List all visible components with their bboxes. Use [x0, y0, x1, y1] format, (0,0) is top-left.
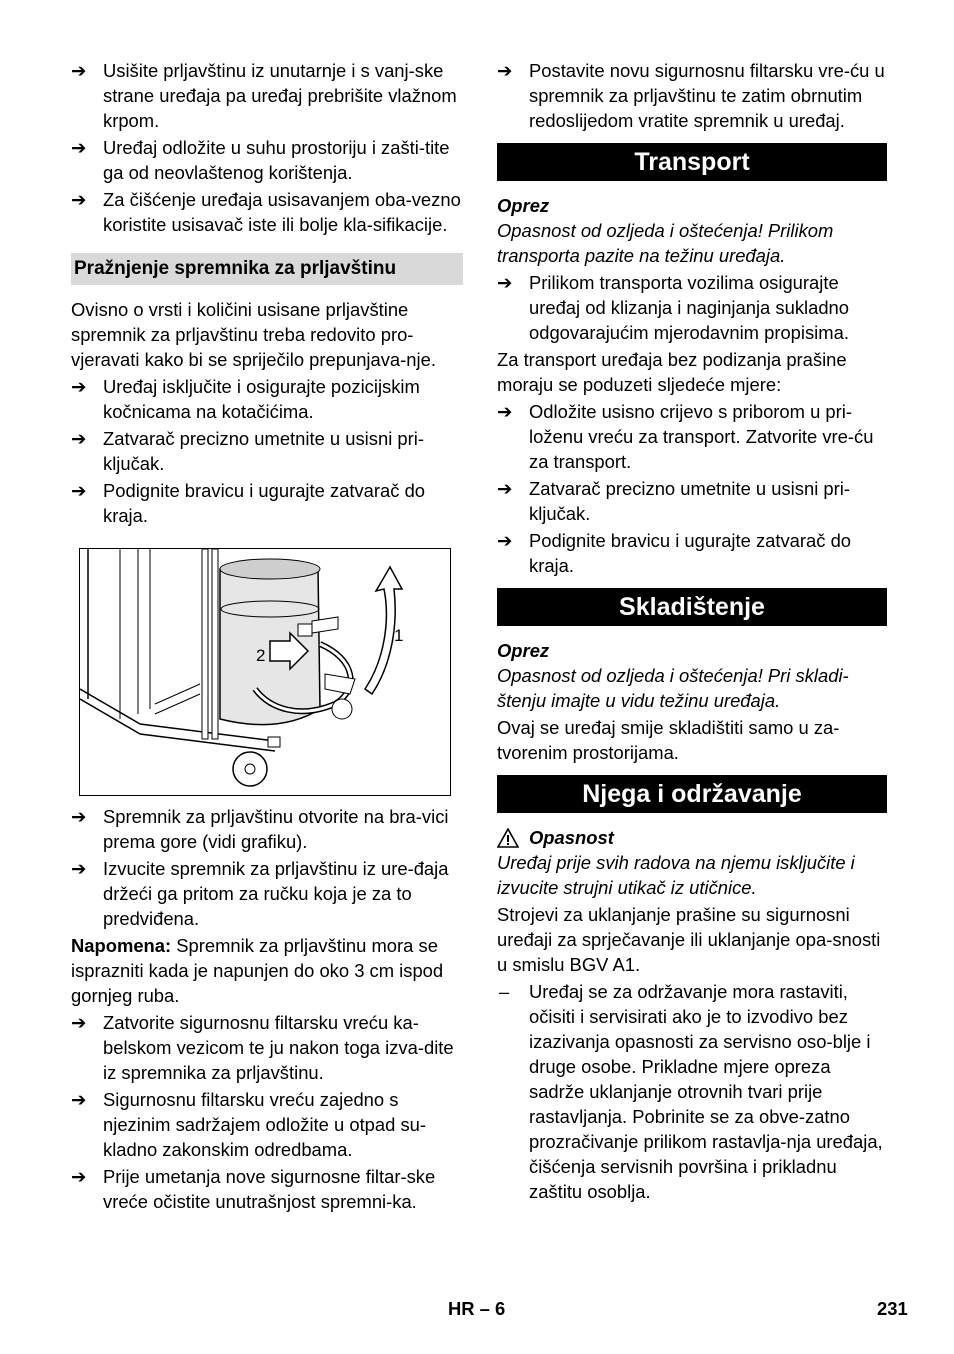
paragraph: Strojevi za uklanjanje prašine su sigurnosni uređaji za sprječavanje ili uklanjanje opa-snosti u smislu BGV A1. — [497, 904, 881, 975]
page-number: 231 — [877, 1298, 908, 1319]
note: Napomena: Spremnik za prljavštinu mora se isprazniti kada je napunjen do oko 3 cm ispod gornjeg ruba. — [71, 935, 444, 1006]
note-label: Napomena: — [71, 935, 172, 956]
figure-label-2: 2 — [256, 646, 266, 665]
list-item: ➔ Zatvarač precizno umetnite u usisni pri-ključak. — [497, 478, 850, 524]
arrow-right-icon: ➔ — [71, 1012, 87, 1033]
paragraph: Za transport uređaja bez podizanja prašine moraju se poduzeti sljedeće mjere: — [497, 349, 847, 395]
list-item: ➔ Prije umetanja nove sigurnosne filtar-ske vreće očistite unutrašnjost spremni-ka. — [71, 1166, 436, 1212]
list-item: ➔ Podignite bravicu i ugurajte zatvarač do kraja. — [71, 480, 426, 526]
arrow-right-icon: ➔ — [71, 60, 87, 81]
list-item: ➔ Sigurnosnu filtarsku vreću zajedno s njezinim sadržajem odložite u otpad su-kladno zakonskim odredbama. — [71, 1089, 427, 1160]
list-item: ➔ Za čišćenje uređaja usisavanjem oba-vezno koristite usisavač iste ili bolje kla-sifikacije. — [71, 189, 461, 235]
caution-text: Opasnost od ozljeda i oštećenja! Pri skladi-štenju imajte u vidu težinu uređaja. — [497, 665, 849, 711]
arrow-right-icon: ➔ — [71, 480, 87, 501]
arrow-right-icon: ➔ — [71, 137, 87, 158]
danger-text: Uređaj prije svih radova na njemu isključite i izvucite strujni utikač iz utičnice. — [497, 852, 855, 898]
list-item: ➔ Uređaj isključite i osigurajte pozicijskim kočnicama na kotačićima. — [71, 376, 420, 422]
device-illustration — [79, 548, 451, 796]
list-item: ➔ Izvucite spremnik za prljavštinu iz ure-đaja držeći ga pritom za ručku koja je za to predviđena. — [71, 858, 449, 929]
list-item: ➔ Prilikom transporta vozilima osigurajte uređaj od klizanja i naginjanja sukladno odgovarajućim mjerodavnim propisima. — [497, 272, 850, 343]
caution-label: Oprez — [497, 640, 550, 661]
footer-section: HR – 6 — [448, 1298, 506, 1319]
right-column — [497, 58, 887, 1206]
arrow-right-icon: ➔ — [497, 530, 513, 551]
arrow-right-icon: ➔ — [71, 376, 87, 397]
list-item: – Uređaj se za održavanje mora rastaviti, očisiti i servisirati ako je to izvodivo bez izazivanja opasnosti za servisno oso-blje i druge osobe. Prikladne mjere opreza sadrže uklanjanje otrovnih tvari prije rastavljanja. Pobrinite se za obve-zatno prozračivanje prilikom rastavlja-nja uređaja, čišćenja servisnih površina i prikladnu zaštitu osoblja. — [499, 981, 883, 1202]
list-item: ➔ Usišite prljavštinu iz unutarnje i s vanj-ske strane uređaja pa uređaj prebrišite vlažnom krpom. — [71, 60, 457, 131]
list-item: ➔ Postavite novu sigurnosnu filtarsku vre-ću u spremnik za prljavštinu te zatim obrnutim redoslijedom vratite spremnik u uređaj. — [497, 60, 885, 131]
arrow-right-icon: ➔ — [71, 1089, 87, 1110]
caution-label: Oprez — [497, 195, 550, 216]
list-item: ➔ Spremnik za prljavštinu otvorite na bra-vici prema gore (vidi grafiku). — [71, 806, 449, 852]
list-item: ➔ Zatvarač precizno umetnite u usisni pri-ključak. — [71, 428, 424, 474]
list-item: ➔ Odložite usisno crijevo s priborom u pri-loženu vreću za transport. Zatvorite vre-ću za transport. — [497, 401, 874, 472]
warning-triangle-icon — [497, 828, 519, 848]
arrow-right-icon: ➔ — [71, 1166, 87, 1187]
arrow-right-icon: ➔ — [497, 272, 513, 293]
container-removal-drawing — [80, 549, 450, 795]
list-item: ➔ Uređaj odložite u suhu prostoriju i zašti-tite ga od neovlaštenog korištenja. — [71, 137, 450, 183]
section-heading-storage: Skladištenje — [497, 588, 887, 626]
list-item: ➔ Podignite bravicu i ugurajte zatvarač do kraja. — [497, 530, 852, 576]
arrow-right-icon: ➔ — [71, 858, 87, 879]
section-heading-transport: Transport — [497, 143, 887, 181]
caution-text: Opasnost od ozljeda i oštećenja! Prilikom transporta pazite na težinu uređaja. — [497, 220, 834, 266]
arrow-right-icon: ➔ — [71, 428, 87, 449]
arrow-right-icon: ➔ — [497, 478, 513, 499]
paragraph: Ovisno o vrsti i količini usisane prljavštine spremnik za prljavštinu treba redovito pro-vjeravati kako bi se spriječilo prepunjava-nje. — [71, 299, 436, 370]
arrow-right-icon: ➔ — [497, 401, 513, 422]
section-subheading: Pražnjenje spremnika za prljavštinu — [71, 253, 463, 285]
arrow-right-icon: ➔ — [71, 806, 87, 827]
arrow-right-icon: ➔ — [497, 60, 513, 81]
arrow-right-icon: ➔ — [71, 189, 87, 210]
left-column — [71, 58, 463, 1216]
danger-row — [497, 825, 887, 850]
paragraph: Ovaj se uređaj smije skladištiti samo u za-tvorenim prostorijama. — [497, 717, 840, 763]
section-heading-care: Njega i održavanje — [497, 775, 887, 813]
danger-label: Opasnost — [529, 827, 614, 848]
list-item: ➔ Zatvorite sigurnosnu filtarsku vreću ka-belskom vezicom te ju nakon toga izva-dite iz spremnika za prljavštinu. — [71, 1012, 454, 1083]
figure-label-1: 1 — [394, 626, 404, 645]
